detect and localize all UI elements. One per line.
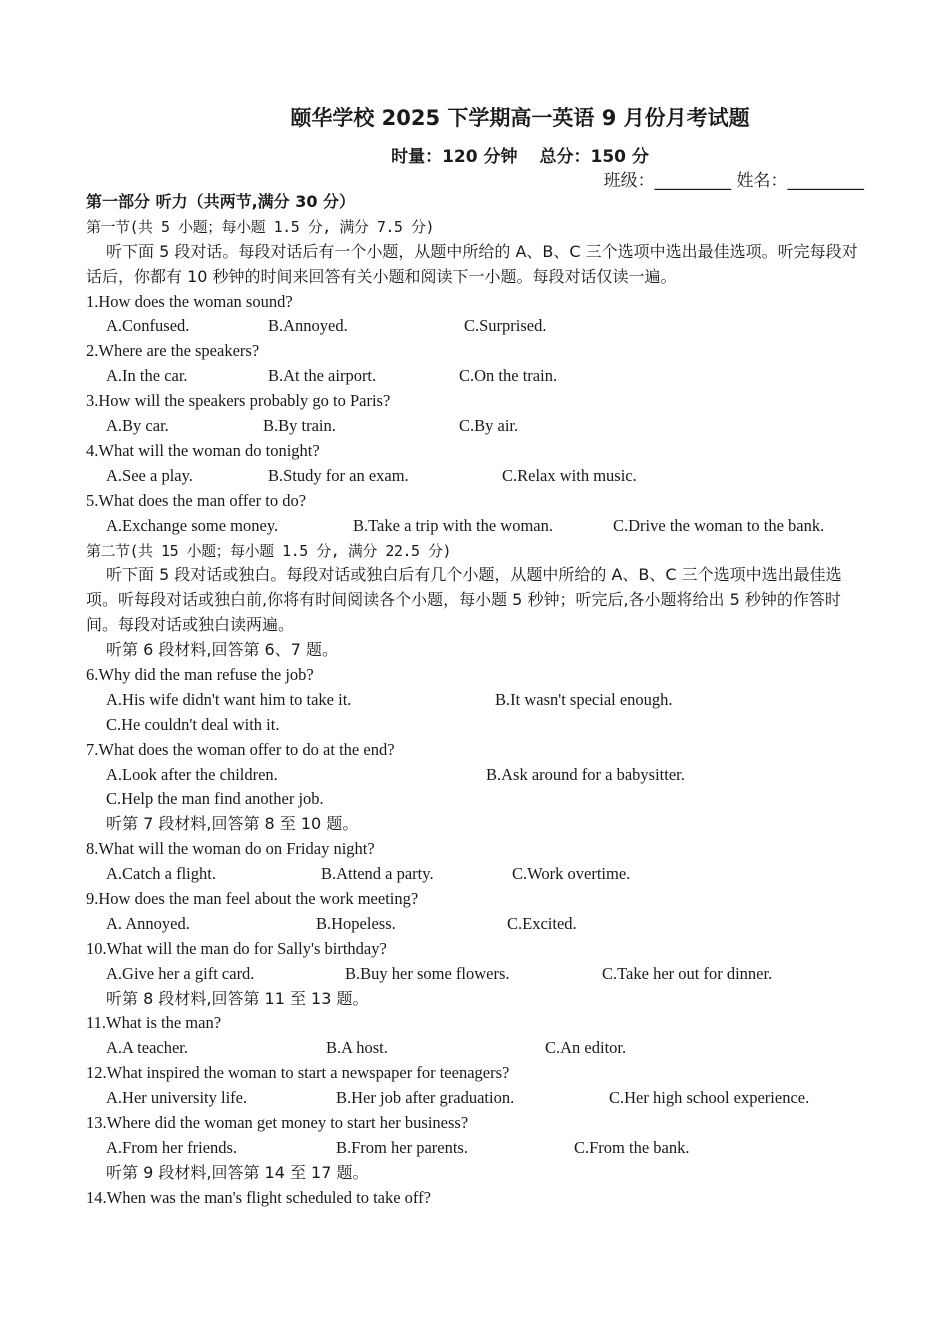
options-8 [86, 862, 866, 887]
option-c: C.From the bank. [574, 1137, 690, 1157]
section2-heading: 第二节(共 15 小题；每小题 1.5 分, 满分 22.5 分) [86, 541, 452, 560]
option-a: A.Look after the children. [106, 764, 278, 784]
exam-title: 颐华学校 2025 下学期高一英语 9 月份月考试题 [290, 106, 750, 130]
option-b: B.Ask around for a babysitter. [486, 764, 685, 784]
option-c: C.He couldn't deal with it. [106, 714, 280, 734]
section1-heading: 第一节(共 5 小题；每小题 1.5 分, 满分 7.5 分) [86, 217, 435, 236]
option-a: A.His wife didn't want him to take it. [106, 689, 352, 709]
option-a: A.Give her a gift card. [106, 963, 255, 983]
options-2 [86, 364, 866, 389]
option-c: C.Excited. [507, 913, 577, 933]
material-6-note: 听第 6 段材料,回答第 6、7 题。 [106, 640, 338, 660]
options-7 [86, 763, 866, 788]
section1-instructions: 听下面 5 段对话。每段对话后有一个小题，从题中所给的 A、B、C 三个选项中选出最佳选项。听完每段对话后，你都有 10 秒钟的时间来回答有关小题和阅读下一小题。每段对话仅读一遍。 [86, 241, 858, 286]
option-c: C.On the train. [459, 366, 558, 386]
option-a: A. Annoyed. [106, 913, 190, 933]
option-a: A.From her friends. [106, 1137, 238, 1157]
option-b: B.Annoyed. [268, 316, 348, 336]
material-8-note: 听第 8 段材料,回答第 11 至 13 题。 [106, 988, 369, 1008]
question-6: 6.Why did the man refuse the job? [86, 665, 314, 684]
exam-meta [0, 142, 950, 167]
options-5 [86, 514, 866, 539]
question-8: 8.What will the woman do on Friday night? [86, 839, 375, 859]
option-b: B.Study for an exam. [268, 465, 409, 485]
question-5: 5.What does the man offer to do? [86, 490, 307, 510]
question-7: 7.What does the woman offer to do at the end? [86, 739, 395, 759]
question-12: 12.What inspired the woman to start a newspaper for teenagers? [86, 1063, 510, 1083]
options-10 [86, 962, 866, 987]
option-b: B.It wasn't special enough. [495, 689, 673, 709]
options-12 [86, 1086, 866, 1111]
option-c: C.Take her out for dinner. [602, 963, 773, 983]
option-c: C.Work overtime. [512, 864, 631, 884]
options-13 [86, 1136, 866, 1161]
option-a: A.Exchange some money. [106, 515, 279, 535]
part1-heading: 第一部分 听力（共两节,满分 30 分） [86, 192, 356, 211]
question-4: 4.What will the woman do tonight? [86, 440, 320, 460]
option-a: A.Catch a flight. [106, 864, 216, 884]
option-b: B.Take a trip with the woman. [353, 515, 554, 535]
option-c: C.Drive the woman to the bank. [613, 515, 825, 535]
time-limit: 时量：120 分钟 [391, 147, 518, 167]
option-c: C.An editor. [545, 1038, 627, 1058]
option-a: A.Her university life. [106, 1088, 248, 1108]
options-3 [86, 414, 866, 439]
question-14: 14.When was the man's flight scheduled to take off? [86, 1187, 431, 1207]
options-9 [86, 912, 866, 937]
section2-instructions: 听下面 5 段对话或独白。每段对话或独白后有几个小题，从题中所给的 A、B、C 三个选项中选出最佳选项。听每段对话或独白前,你将有时间阅读各个小题，每小题 5 秒钟；听完后,各小题将给出 5 秒钟的作答时间。每段对话或独白读两遍。 [86, 565, 842, 635]
option-c: C.Surprised. [464, 316, 547, 336]
option-b: B.At the airport. [268, 366, 377, 386]
question-1: 1.How does the woman sound? [86, 291, 293, 311]
option-a: A.Confused. [106, 316, 190, 336]
option-c: C.Relax with music. [502, 465, 637, 485]
option-a: A.By car. [106, 416, 169, 436]
question-11: 11.What is the man? [86, 1013, 222, 1033]
option-c: C.By air. [459, 416, 519, 436]
options-11 [86, 1036, 866, 1061]
options-4 [86, 464, 866, 489]
question-3: 3.How will the speakers probably go to Paris? [86, 391, 391, 411]
option-c: C.Her high school experience. [609, 1088, 810, 1108]
question-10: 10.What will the man do for Sally's birthday? [86, 938, 387, 958]
option-a: A.A teacher. [106, 1038, 189, 1058]
option-b: B.From her parents. [336, 1137, 468, 1157]
option-b: B.Attend a party. [321, 864, 434, 884]
option-b: B.A host. [326, 1038, 388, 1058]
option-b: B.Hopeless. [316, 913, 396, 933]
total-score: 总分：150 分 [539, 147, 649, 167]
material-7-note: 听第 7 段材料,回答第 8 至 10 题。 [106, 814, 359, 834]
option-b: B.By train. [263, 416, 336, 436]
option-b: B.Buy her some flowers. [345, 963, 510, 983]
options-1 [86, 314, 866, 339]
option-c: C.Help the man find another job. [106, 789, 324, 809]
option-a: A.See a play. [106, 465, 193, 485]
material-9-note: 听第 9 段材料,回答第 14 至 17 题。 [106, 1162, 369, 1182]
class-name-field: 班级：_________ 姓名：_________ [603, 171, 864, 191]
question-13: 13.Where did the woman get money to start her business? [86, 1113, 469, 1133]
question-9: 9.How does the man feel about the work meeting? [86, 889, 419, 909]
option-b: B.Her job after graduation. [336, 1088, 515, 1108]
option-a: A.In the car. [106, 366, 188, 386]
options-6 [86, 688, 866, 713]
exam-content [86, 190, 866, 1211]
question-2: 2.Where are the speakers? [86, 341, 260, 361]
